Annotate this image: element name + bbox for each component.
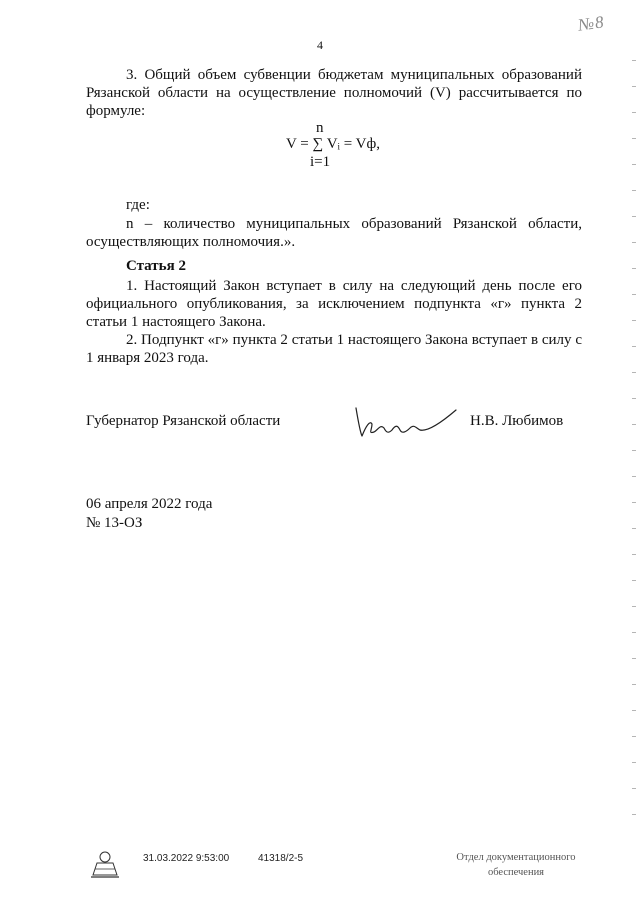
formula-expression: V = ∑ Vᵢ = Vф,	[286, 136, 380, 152]
where-label: где:	[126, 197, 150, 213]
signatory-name: Н.В. Любимов	[470, 413, 564, 429]
stamp-line-2: обеспечения	[487, 867, 545, 878]
law-number: № 13-ОЗ	[86, 515, 143, 531]
department-stamp	[436, 850, 596, 880]
scan-edge-dots	[632, 60, 636, 840]
n-definition: n – количество муниципальных образований Рязанской области, осуществляющих полномочия.».	[86, 216, 582, 250]
article-item-2: 2. Подпункт «г» пункта 2 статьи 1 настоящего Закона вступает в силу с 1 января 2023 года.	[86, 332, 582, 366]
formula-upper-limit: n	[316, 120, 324, 136]
page-number: 4	[317, 38, 323, 52]
handwritten-signature	[350, 398, 460, 442]
law-date: 06 апреля 2022 года	[86, 496, 213, 512]
signatory-title: Губернатор Рязанской области	[86, 413, 281, 429]
article-heading: Статья 2	[126, 258, 186, 274]
stamp-line-1: Отдел документационного	[456, 852, 576, 863]
emblem-logo	[87, 849, 123, 879]
paragraph-3: 3. Общий объем субвенции бюджетам муниципальных образований Рязанской области на осуществление полномочий (V) рассчитывается по формуле:	[86, 67, 582, 119]
formula-lower-limit: i=1	[310, 154, 331, 170]
formula	[286, 120, 426, 174]
footer-timestamp: 31.03.2022 9:53:00	[143, 853, 230, 864]
article-item-1: 1. Настоящий Закон вступает в силу на следующий день после его официального опубликования, за исключением подпункта «г» пункта 2 статьи 1 настоящего Закона.	[86, 278, 582, 330]
handwritten-corner-mark: №8	[576, 12, 606, 35]
footer-doc-code: 41318/2-5	[258, 853, 304, 864]
